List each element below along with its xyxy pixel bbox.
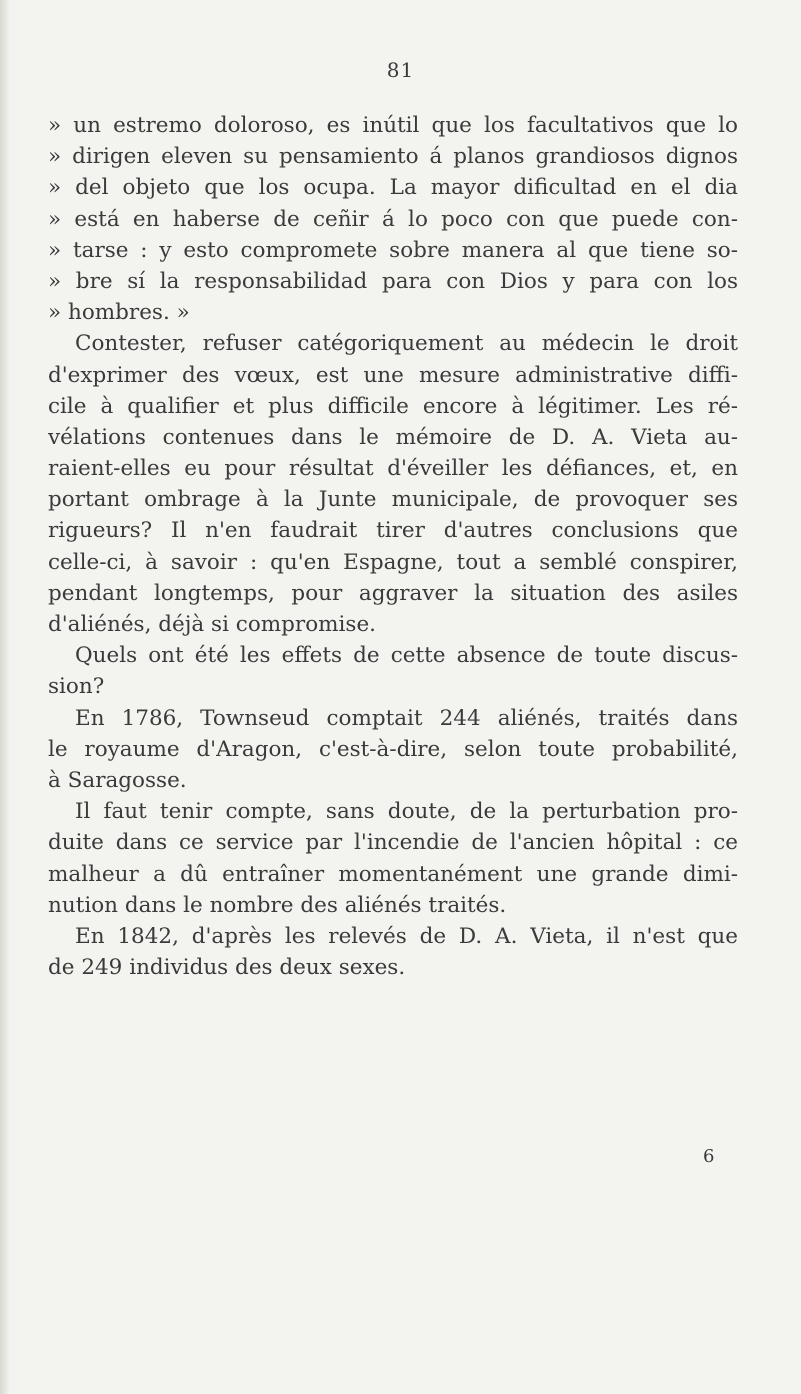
text-line: le royaume d'Aragon, c'est-à-dire, selon toute probabilité,	[48, 736, 738, 762]
text-line: » un estremo doloroso, es inútil que los facultativos que lo	[48, 113, 738, 138]
text-line: malheur a dû entraîner momentanément une grande dimi-	[48, 861, 738, 887]
text-line: d'exprimer des vœux, est une mesure administrative diffi-	[48, 362, 738, 388]
text-line: cile à qualifier et plus difficile encore à légitimer. Les ré-	[48, 393, 738, 419]
page-number: 81	[386, 58, 415, 82]
signature-mark: 6	[703, 1146, 715, 1167]
text-line: Quels ont été les effets de cette absence de toute discus-	[75, 643, 738, 669]
text-line: » hombres. »	[48, 300, 190, 326]
binding-gutter	[0, 0, 10, 1394]
text-line: » dirigen eleven su pensamiento á planos grandiosos dignos	[48, 144, 738, 170]
text-line: à Saragosse.	[48, 767, 187, 793]
text-line: raient-elles eu pour résultat d'éveiller les défiances, et, en	[48, 456, 738, 482]
text-line: En 1786, Townseud comptait 244 aliénés, traités dans	[75, 705, 738, 731]
body-text	[48, 110, 738, 983]
text-line: nution dans le nombre des aliénés traités.	[48, 892, 507, 918]
text-line: vélations contenues dans le mémoire de D. A. Vieta au-	[48, 424, 738, 450]
text-line: d'aliénés, déjà si compromise.	[48, 612, 377, 637]
text-line: portant ombrage à la Junte municipale, de provoquer ses	[48, 487, 738, 513]
text-line: Contester, refuser catégoriquement au médecin le droit	[75, 331, 738, 357]
text-line: sion?	[48, 674, 105, 700]
text-line: Il faut tenir compte, sans doute, de la perturbation pro-	[75, 799, 738, 825]
text-line: » bre sí la responsabilidad para con Dios y para con los	[48, 268, 738, 294]
text-line: pendant longtemps, pour aggraver la situation des asiles	[48, 580, 738, 606]
text-line: » está en haberse de ceñir á lo poco con que puede con-	[48, 206, 738, 232]
text-line: En 1842, d'après les relevés de D. A. Vieta, il n'est que	[75, 923, 738, 949]
text-line: de 249 individus des deux sexes.	[48, 955, 406, 981]
text-line: » del objeto que los ocupa. La mayor dificultad en el dia	[48, 175, 738, 201]
text-line: celle-ci, à savoir : qu'en Espagne, tout a semblé conspirer,	[48, 549, 738, 575]
text-line: duite dans ce service par l'incendie de l'ancien hôpital : ce	[48, 830, 738, 856]
text-line: rigueurs? Il n'en faudrait tirer d'autres conclusions que	[48, 518, 738, 544]
text-line: » tarse : y esto compromete sobre manera al que tiene so-	[48, 237, 738, 263]
